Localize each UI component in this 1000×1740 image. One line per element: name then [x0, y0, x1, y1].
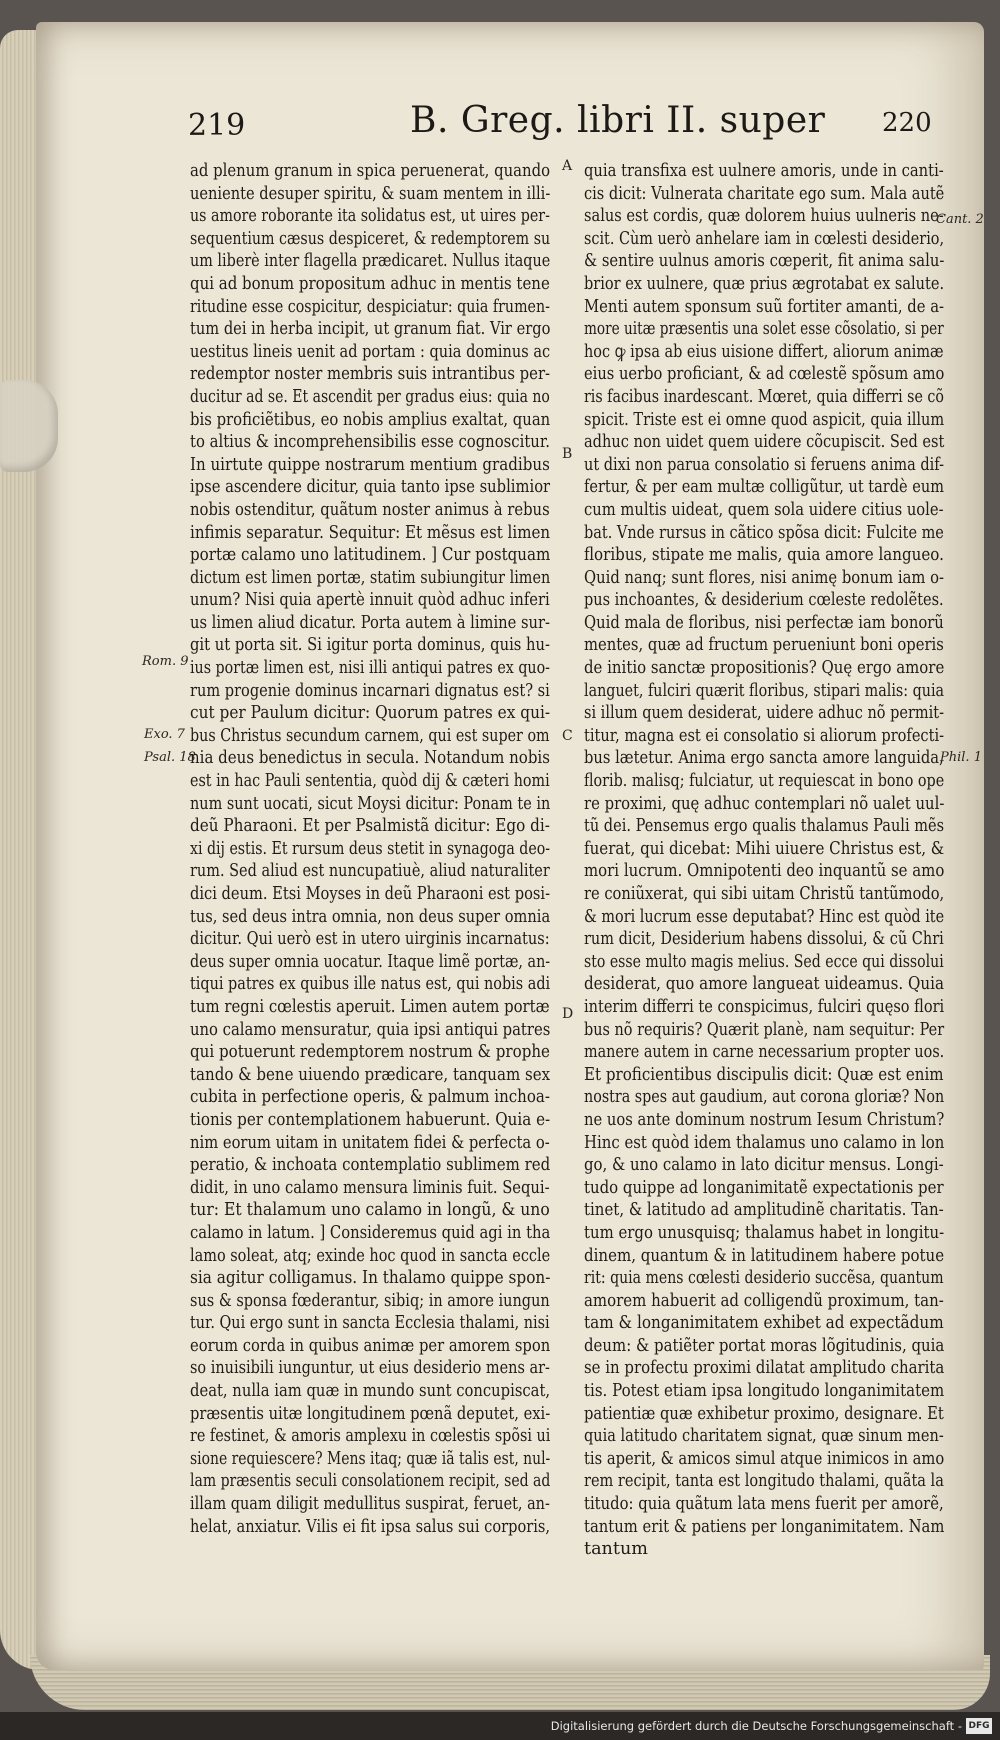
- text-line: ueniente desuper spiritu, & suam mentem in illi-: [190, 183, 551, 204]
- text-line: lam præsentis seculi consolationem recipit, sed ad: [190, 1471, 551, 1492]
- text-line: deat, nulla iam quæ in mundo sunt concupiscat,: [190, 1381, 551, 1402]
- text-line: se in profectu proximi dilatat amplitudo charita: [584, 1358, 945, 1379]
- text-line: cubita in perfectione operis, & palmum inchoa-: [190, 1087, 550, 1108]
- text-line: dicitur. Qui uerò est in utero uirginis incarnatus:: [190, 929, 550, 950]
- text-line: tiqui patres ex quibus ille natus est, qui nobis adi: [190, 974, 551, 995]
- text-line: nim eorum uitam in unitatem fidei & perfecta o-: [190, 1132, 550, 1153]
- text-line: calamo in latum. ] Consideremus quid agi in tha: [190, 1222, 551, 1243]
- text-line: fuerat, qui dicebat: Mihi uiuere Christus est, &: [584, 838, 945, 859]
- text-line: Et proficientibus discipulis dicit: Quæ est enim: [584, 1064, 944, 1085]
- text-line: si illum quem desiderat, uidere adhuc nõ permit-: [584, 703, 945, 724]
- text-line: manere autem in carne necessarium propter uos.: [584, 1042, 945, 1063]
- text-line: bat. Vnde rursus in cãtico spõsa dicit: Fulcite me: [584, 522, 944, 543]
- text-line: eorum corda in quibus animæ per amorem spon: [190, 1335, 551, 1356]
- text-line: cut per Paulum dicitur: Quorum patres ex qui-: [190, 703, 551, 724]
- text-line: Quid mala de floribus, nisi perfectæ iam bonorũ: [584, 612, 944, 633]
- text-line: tur: Et thalamum uno calamo in longũ, & uno: [190, 1200, 550, 1221]
- text-line: brior ex uulnere, quæ prius ægrotabat ex salute.: [584, 273, 945, 294]
- text-line: unum? Nisi quia apertè innuit quòd adhuc inferi: [190, 590, 550, 611]
- dfg-logo: DFG: [966, 1718, 992, 1734]
- text-line: ad plenum granum in spica peruenerat, quando: [190, 161, 551, 181]
- text-line: uno calamo mensuratur, quia ipsi antiqui patres: [190, 1019, 551, 1040]
- text-line: bis proficiẽtibus, eo nobis amplius exaltat, quan: [190, 409, 551, 430]
- text-line: re coniũxerat, qui sibi uitam Christũ tantũmodo,: [584, 884, 945, 904]
- text-line: sione requiescere? Mens itaq; quæ iã talis est, nul-: [190, 1448, 551, 1469]
- text-line: sia agitur colligamus. In thalamo quippe spon-: [190, 1268, 551, 1289]
- margin-note-psal: Psal. 18: [144, 750, 196, 765]
- section-letter-b: B: [562, 446, 573, 462]
- text-line: tando & bene uiuendo prædicare, tanquam sex: [190, 1064, 551, 1085]
- text-line: bus nõ requiris? Quærit planè, nam sequitur: Per: [584, 1019, 945, 1040]
- text-line: spicit. Triste est ei omne quod aspicit, quia illum: [584, 409, 945, 430]
- text-line: tum regni cœlestis aperuit. Limen autem portæ: [190, 996, 550, 1017]
- text-line: infimis separatur. Sequitur: Et mẽsus est limen: [190, 522, 551, 543]
- text-line: ut dixi non parua consolatio si feruens anima dif-: [584, 454, 945, 475]
- running-head: B. Greg. libri II. super: [410, 100, 826, 141]
- text-line: so inuisibili iunguntur, ut eius desiderio mens ar-: [190, 1358, 550, 1379]
- text-line: adhuc non uidet quem uidere cõcupiscit. Sed est: [584, 432, 945, 453]
- text-line: de initio sanctæ propositionis? Quę ergo amore: [584, 658, 945, 679]
- text-line: tur. Qui ergo sunt in sancta Ecclesia thalami, nisi: [190, 1313, 550, 1334]
- text-line: fertur, & per eam multæ colligũtur, ut tardè eum: [584, 477, 944, 498]
- folio-left: 219: [188, 108, 246, 143]
- margin-note-phil: Phil. 1: [940, 750, 982, 765]
- text-line: titur, magna est ei consolatio si aliorum profecti-: [584, 725, 945, 746]
- text-line: qui potuerunt redemptorem nostrum & prophe: [190, 1042, 550, 1063]
- text-line: est in hac Pauli sententia, quòd dij & cæteri homi: [190, 771, 550, 792]
- text-line: peratio, & inchoata contemplatio sublimem red: [190, 1155, 551, 1176]
- text-line: lamo soleat, atq; exinde hoc quod in sancta eccle: [190, 1245, 551, 1266]
- text-line: re proximi, quę adhuc contemplari nõ ualet uul-: [584, 793, 945, 814]
- text-line: quia transfixa est uulnere amoris, unde in canti-: [584, 161, 944, 181]
- text-line: us limen aliud dicatur. Porta autem à limine sur-: [190, 612, 551, 633]
- text-line: floribus, stipate me malis, quia amore langueo.: [584, 545, 944, 566]
- section-letter-a: A: [562, 158, 573, 174]
- text-line: In uirtute quippe nostrarum mentium gradibus: [190, 454, 550, 475]
- text-line: mori lucrum. Omnipotenti deo inquantũ se amo: [584, 861, 945, 882]
- text-line: tis. Potest etiam ipsa longitudo longanimitatem: [584, 1381, 945, 1402]
- text-line: uestitus lineis uenit ad portam : quia dominus ac: [190, 341, 551, 362]
- text-line: rum dicit, Desiderium habens dissolui, & cũ Chri: [584, 929, 944, 950]
- text-line: tantum: [584, 1539, 648, 1560]
- text-line: deum: & patiẽter portat moras lõgitudinis, quia: [584, 1335, 945, 1356]
- text-line: um liberè inter flagella prædicaret. Nullus itaque: [190, 251, 551, 272]
- text-line: tus, sed deus intra omnia, non deus super omnia: [190, 906, 551, 927]
- text-line: tionis per contemplationem habuerunt. Quia e-: [190, 1109, 551, 1130]
- text-line: qui ad bonum propositum adhuc in mentis tene: [190, 273, 550, 294]
- text-line: ius portæ limen est, nisi illi antiqui patres ex quo-: [190, 658, 550, 679]
- text-line: desiderat, quo amore langueat uideamus. Quia: [584, 974, 944, 995]
- text-line: præsentis uitæ longitudinem pœnã deputet, exi-: [190, 1403, 551, 1424]
- text-line: sequentium cæsus despiceret, & redemptorem su: [190, 228, 551, 249]
- text-line: more uitæ præsentis una solet esse cõsolatio, si per: [584, 319, 944, 340]
- text-line: patientiæ quæ exhibetur proximo, designare. Et: [584, 1403, 944, 1424]
- section-letter-c: C: [562, 728, 573, 744]
- text-line: num sunt uocati, sicut Moysi dicitur: Ponam te in: [190, 793, 551, 814]
- text-line: redemptor noster membris suis intrantibus per-: [190, 364, 551, 385]
- text-line: illam quam diligit medullitus suspirat, feruet, an-: [190, 1494, 550, 1515]
- text-line: Quid nanq; sunt flores, nisi animę bonum iam o-: [584, 567, 944, 588]
- text-line: rit: quia mens cœlesti desiderio succẽsa, quantum: [584, 1268, 944, 1289]
- text-line: titudo: quia quãtum lata mens fuerit per amorẽ,: [584, 1494, 944, 1515]
- text-line: deũ Pharaoni. Et per Psalmistã dicitur: Ego di-: [190, 816, 550, 837]
- text-line: ritudine esse cospicitur, despiciatur: quia frumen-: [190, 296, 550, 317]
- text-line: rem recipit, tanta est longitudo thalami, quãta la: [584, 1471, 944, 1492]
- text-line: bus lætetur. Anima ergo sancta amore languida,: [584, 748, 944, 769]
- text-line: sus & sponsa fœderantur, sibiq; in amore iungun: [190, 1290, 550, 1311]
- text-line: git ut porta sit. Si igitur porta dominus, quis hu-: [190, 635, 550, 656]
- text-line: ris facibus inardescant. Mœret, quia differri se cõ: [584, 386, 944, 407]
- text-line: eius uerbo proficiant, & ad cœlestẽ spõsum amo: [584, 364, 945, 385]
- text-line: tũ dei. Pensemus ergo qualis thalamus Pauli mẽs: [584, 816, 945, 837]
- text-line: tis aperit, & amicos simul atque inimicos in amo: [584, 1448, 945, 1469]
- text-line: florib. malisq; fulciatur, ut requiescat in bono ope: [584, 771, 945, 792]
- text-line: ne uos ante dominum nostrum Iesum Christum?: [584, 1109, 945, 1130]
- text-line: us amore roborante ita solidatus est, ut uires per-: [190, 206, 550, 227]
- text-line: dici deum. Etsi Moyses in deũ Pharaoni est posi-: [190, 884, 551, 904]
- text-line: hoc ꝙ ipsa ab eius uisione differt, aliorum animæ: [584, 341, 944, 362]
- text-line: salus est cordis, quæ dolorem huius uulneris ne-: [584, 206, 944, 227]
- folio-right: 220: [882, 108, 932, 138]
- text-line: rum progenie dominus incarnari dignatus est? si: [190, 680, 550, 701]
- left-column: [190, 160, 550, 1538]
- text-line: cum multis uideat, quem sola uidere citius uole-: [584, 499, 944, 520]
- text-line: & sentire uulnus amoris cœperit, fit anima salu-: [584, 251, 945, 272]
- margin-note-cant: Cant. 2: [936, 212, 984, 227]
- text-line: interim differri te conspicimus, fulciri quęso flori: [584, 996, 945, 1017]
- section-letter-d: D: [562, 1006, 574, 1022]
- text-line: nostra spes aut gaudium, aut corona gloriæ? Non: [584, 1087, 945, 1108]
- text-line: cis dicit: Vulnerata charitate ego sum. Mala autẽ: [584, 183, 945, 204]
- text-line: tum dei in herba incipit, ut granum fiat. Vir ergo: [190, 319, 551, 340]
- text-line: bus Christus secundum carnem, qui est super om: [190, 725, 550, 746]
- margin-note-exo: Exo. 7: [144, 727, 185, 742]
- text-line: tam & longanimitatem exhibet ad expectãdum: [584, 1313, 944, 1334]
- text-line: helat, anxiatur. Vilis ei fit ipsa salus sui corporis,: [190, 1516, 551, 1537]
- text-line: dinem, quantum & in latitudinem habere potue: [584, 1245, 945, 1266]
- text-line: tinet, & latitudo ad amplitudinẽ charitatis. Tan-: [584, 1200, 944, 1221]
- text-line: ipse ascendere dicitur, quia tanto ipse sublimior: [190, 477, 551, 498]
- bookmark-tab: [0, 380, 58, 472]
- text-line: didit, in uno calamo mensura liminis fuit. Sequi-: [190, 1177, 550, 1198]
- text-line: amorem habuerit ad colligendũ proximum, tan-: [584, 1290, 944, 1311]
- text-line: Hinc est quòd idem thalamus uno calamo in lon: [584, 1132, 945, 1153]
- text-line: tudo quippe ad longanimitatẽ expectationis per: [584, 1177, 944, 1198]
- footer-bar: [0, 1712, 1000, 1740]
- text-line: go, & uno calamo in lato dicitur mensus. Longi-: [584, 1155, 944, 1176]
- text-line: & mori lucrum esse deputabat? Hinc est quòd ite: [584, 906, 945, 927]
- text-line: re festinet, & amoris amplexu in cœlestis spõsi ui: [190, 1426, 551, 1447]
- text-line: rum. Sed aliud est nuncupatiuè, aliud naturaliter: [190, 861, 550, 882]
- text-line: dictum est limen portæ, statim subiungitur limen: [190, 567, 551, 588]
- text-line: quia latitudo charitatem signat, quæ sinum men-: [584, 1426, 944, 1447]
- text-line: nobis ostenditur, quãtum noster animus à rebus: [190, 499, 550, 520]
- text-line: sto esse multo magis melius. Sed ecce qui dissolui: [584, 951, 944, 972]
- text-line: tum ergo unusquisq; thalamus habet in longitu-: [584, 1222, 945, 1243]
- footer-credit: Digitalisierung gefördert durch die Deutsche Forschungsgemeinschaft -: [550, 1719, 962, 1733]
- margin-note-rom: Rom. 9: [142, 654, 189, 669]
- text-line: xi dij estis. Et rursum deus stetit in synagoga deo-: [190, 838, 550, 859]
- text-line: ducitur ad se. Et ascendit per gradus eius: quia no: [190, 386, 550, 407]
- text-line: languet, fulciri quærit floribus, stipari malis: quia: [584, 680, 945, 701]
- text-line: deus super omnia uocatur. Itaque limẽ portæ, an-: [190, 951, 551, 972]
- text-line: tantum erit & patiens per longanimitatem. Nam: [584, 1516, 945, 1537]
- text-line: mentes, quæ ad fructum perueniunt boni operis: [584, 635, 944, 656]
- text-line: portæ calamo uno latitudinem. ] Cur postquam: [190, 545, 551, 566]
- text-line: Menti autem sponsum suũ fortiter amanti, de a-: [584, 296, 945, 317]
- text-line: nia deus benedictus in secula. Notandum nobis: [190, 748, 550, 769]
- text-line: pus inchoantes, & desiderium cœleste redolẽtes.: [584, 590, 944, 611]
- text-line: scit. Cùm uerò anhelare iam in cœlesti desiderio,: [584, 228, 945, 249]
- text-line: to altius & incomprehensibilis esse cognoscitur.: [190, 432, 551, 453]
- right-column: [584, 160, 944, 1561]
